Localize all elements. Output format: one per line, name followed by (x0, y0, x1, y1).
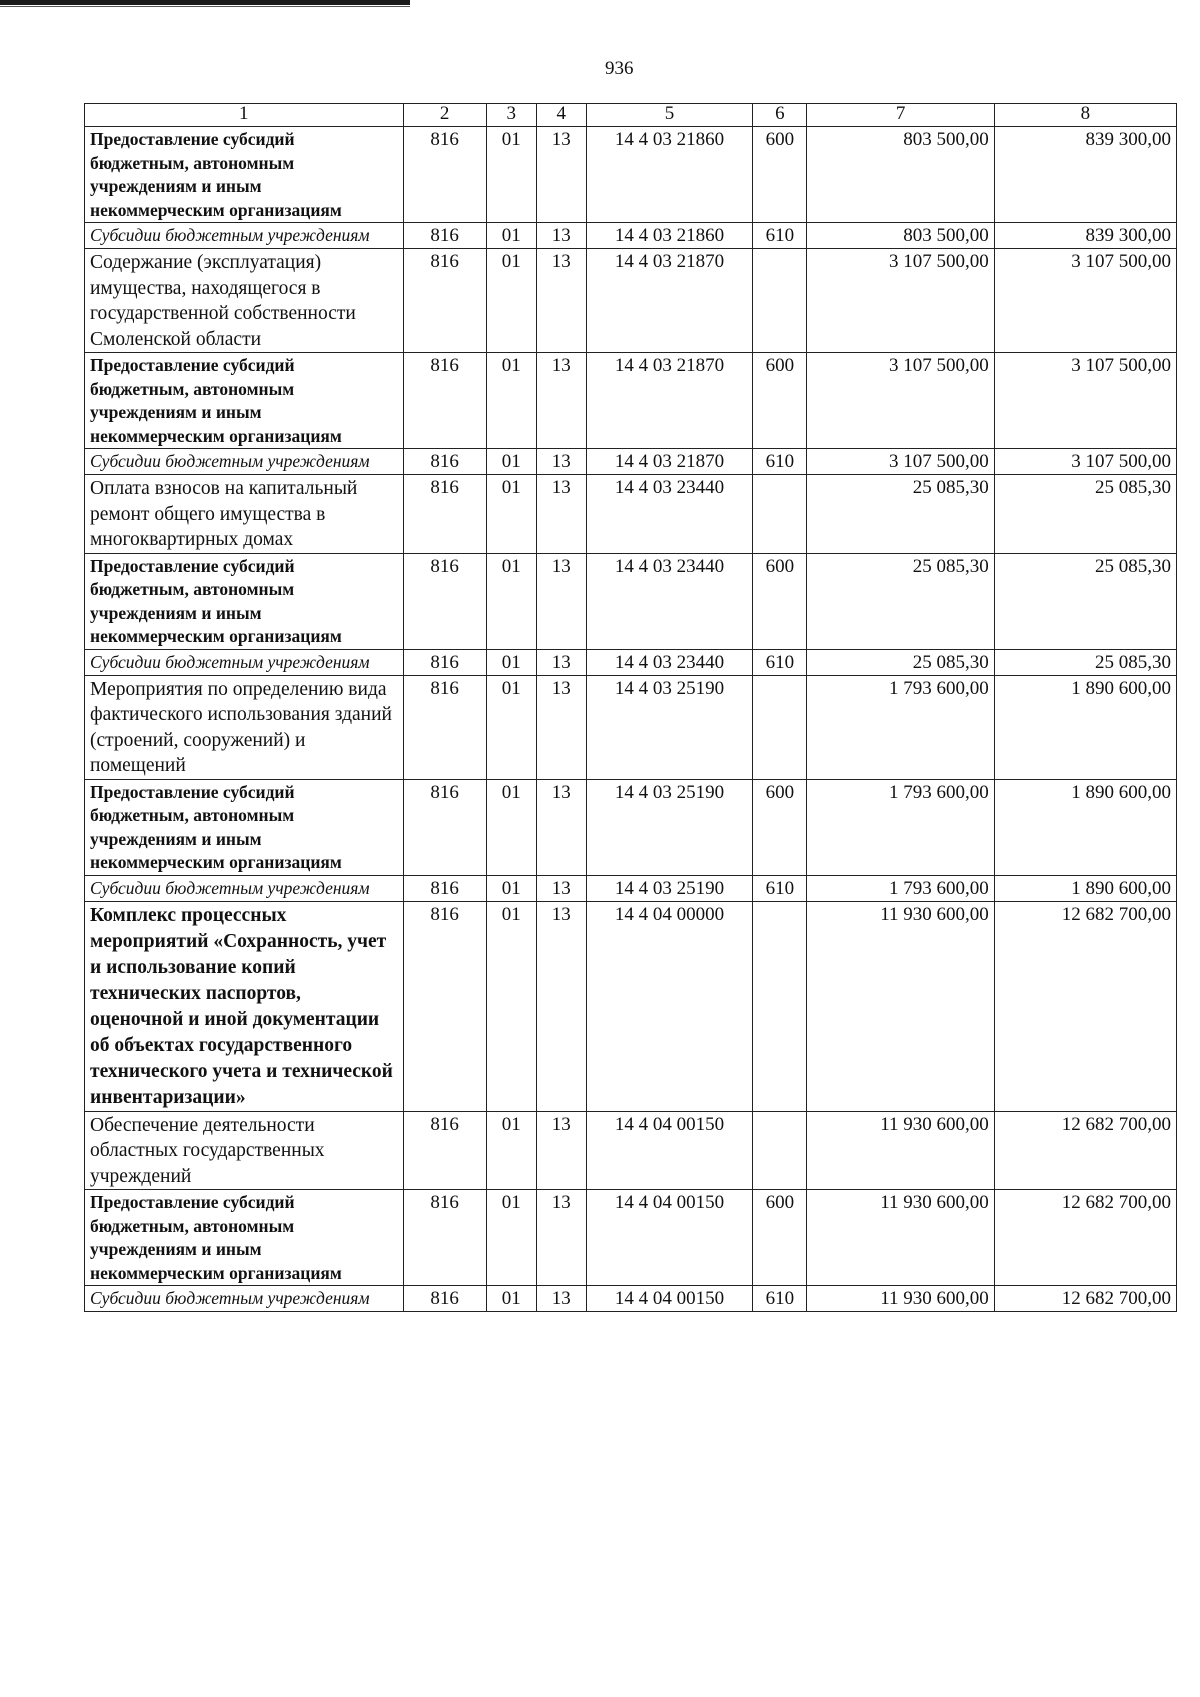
cell-subsection: 13 (536, 779, 586, 875)
cell-target-article: 14 4 04 00150 (586, 1286, 753, 1312)
table-row (85, 223, 1177, 249)
cell-amount-year1: 3 107 500,00 (807, 249, 994, 353)
cell-expense-type: 610 (753, 1286, 807, 1312)
table-row (85, 1111, 1177, 1190)
cell-target-article: 14 4 03 23440 (586, 649, 753, 675)
cell-expense-type (753, 901, 807, 1111)
cell-section: 01 (486, 475, 536, 554)
scan-edge-mark-thin (0, 6, 410, 7)
column-header: 8 (994, 104, 1176, 127)
cell-section: 01 (486, 553, 536, 649)
cell-target-article: 14 4 03 25190 (586, 675, 753, 779)
table-row (85, 1286, 1177, 1312)
cell-target-article: 14 4 03 21860 (586, 127, 753, 223)
budget-table (84, 103, 1177, 1312)
table-row (85, 649, 1177, 675)
row-name: Предоставление субсидий бюджетным, автономным учреждениям и иным некоммерческим организациям (85, 353, 404, 449)
cell-amount-year1: 25 085,30 (807, 553, 994, 649)
cell-expense-type: 610 (753, 875, 807, 901)
column-header: 3 (486, 104, 536, 127)
cell-amount-year1: 11 930 600,00 (807, 1286, 994, 1312)
row-name: Субсидии бюджетным учреждениям (85, 1286, 404, 1312)
cell-subsection: 13 (536, 223, 586, 249)
cell-section: 01 (486, 223, 536, 249)
cell-subsection: 13 (536, 875, 586, 901)
table-body (85, 127, 1177, 1312)
cell-subsection: 13 (536, 649, 586, 675)
cell-amount-year2: 3 107 500,00 (994, 353, 1176, 449)
cell-amount-year1: 11 930 600,00 (807, 1190, 994, 1286)
row-name: Субсидии бюджетным учреждениям (85, 649, 404, 675)
cell-expense-type (753, 249, 807, 353)
cell-amount-year1: 3 107 500,00 (807, 449, 994, 475)
cell-section: 01 (486, 127, 536, 223)
row-name: Предоставление субсидий бюджетным, автономным учреждениям и иным некоммерческим организациям (85, 779, 404, 875)
cell-expense-type: 610 (753, 223, 807, 249)
cell-amount-year1: 11 930 600,00 (807, 1111, 994, 1190)
cell-expense-type: 600 (753, 353, 807, 449)
row-name: Комплекс процессных мероприятий «Сохранность, учет и использование копий технических паспортов, оценочной и иной документации об объектах государственного технического учета и технической инвентаризации» (85, 901, 404, 1111)
cell-amount-year2: 3 107 500,00 (994, 249, 1176, 353)
cell-ministry-code: 816 (403, 553, 486, 649)
cell-subsection: 13 (536, 1190, 586, 1286)
cell-expense-type: 600 (753, 1190, 807, 1286)
cell-subsection: 13 (536, 901, 586, 1111)
cell-expense-type: 600 (753, 127, 807, 223)
cell-target-article: 14 4 03 25190 (586, 779, 753, 875)
row-name: Оплата взносов на капитальный ремонт общего имущества в многоквартирных домах (85, 475, 404, 554)
cell-ministry-code: 816 (403, 1190, 486, 1286)
cell-target-article: 14 4 04 00150 (586, 1190, 753, 1286)
cell-amount-year1: 1 793 600,00 (807, 779, 994, 875)
cell-section: 01 (486, 1111, 536, 1190)
cell-section: 01 (486, 1286, 536, 1312)
cell-amount-year1: 803 500,00 (807, 223, 994, 249)
cell-expense-type: 600 (753, 779, 807, 875)
cell-target-article: 14 4 03 23440 (586, 553, 753, 649)
column-header: 1 (85, 104, 404, 127)
cell-expense-type (753, 1111, 807, 1190)
cell-target-article: 14 4 03 21870 (586, 353, 753, 449)
cell-section: 01 (486, 249, 536, 353)
table-row (85, 779, 1177, 875)
row-name: Субсидии бюджетным учреждениям (85, 449, 404, 475)
cell-subsection: 13 (536, 127, 586, 223)
table-row (85, 1190, 1177, 1286)
cell-expense-type (753, 675, 807, 779)
cell-target-article: 14 4 03 21860 (586, 223, 753, 249)
cell-target-article: 14 4 03 25190 (586, 875, 753, 901)
cell-amount-year2: 839 300,00 (994, 223, 1176, 249)
table-row (85, 875, 1177, 901)
cell-ministry-code: 816 (403, 1286, 486, 1312)
cell-amount-year1: 1 793 600,00 (807, 675, 994, 779)
table-row (85, 475, 1177, 554)
table-row (85, 675, 1177, 779)
cell-section: 01 (486, 353, 536, 449)
column-header: 2 (403, 104, 486, 127)
table-row (85, 901, 1177, 1111)
cell-amount-year2: 3 107 500,00 (994, 449, 1176, 475)
cell-ministry-code: 816 (403, 649, 486, 675)
cell-expense-type: 610 (753, 649, 807, 675)
cell-amount-year2: 25 085,30 (994, 649, 1176, 675)
cell-ministry-code: 816 (403, 223, 486, 249)
cell-ministry-code: 816 (403, 249, 486, 353)
cell-subsection: 13 (536, 553, 586, 649)
cell-amount-year1: 803 500,00 (807, 127, 994, 223)
row-name: Предоставление субсидий бюджетным, автономным учреждениям и иным некоммерческим организациям (85, 1190, 404, 1286)
cell-amount-year2: 25 085,30 (994, 475, 1176, 554)
cell-subsection: 13 (536, 353, 586, 449)
cell-expense-type (753, 475, 807, 554)
cell-subsection: 13 (536, 449, 586, 475)
cell-subsection: 13 (536, 1111, 586, 1190)
cell-amount-year2: 1 890 600,00 (994, 875, 1176, 901)
cell-target-article: 14 4 04 00000 (586, 901, 753, 1111)
cell-ministry-code: 816 (403, 875, 486, 901)
cell-amount-year1: 3 107 500,00 (807, 353, 994, 449)
cell-amount-year2: 25 085,30 (994, 553, 1176, 649)
cell-amount-year2: 1 890 600,00 (994, 779, 1176, 875)
table-row (85, 353, 1177, 449)
row-name: Субсидии бюджетным учреждениям (85, 875, 404, 901)
table-row (85, 553, 1177, 649)
cell-amount-year1: 25 085,30 (807, 475, 994, 554)
cell-amount-year1: 11 930 600,00 (807, 901, 994, 1111)
cell-section: 01 (486, 779, 536, 875)
table-row (85, 249, 1177, 353)
cell-ministry-code: 816 (403, 1111, 486, 1190)
row-name: Обеспечение деятельности областных государственных учреждений (85, 1111, 404, 1190)
cell-target-article: 14 4 03 21870 (586, 249, 753, 353)
table-row (85, 127, 1177, 223)
cell-expense-type: 600 (753, 553, 807, 649)
page-number: 936 (605, 58, 634, 79)
cell-section: 01 (486, 901, 536, 1111)
cell-amount-year1: 25 085,30 (807, 649, 994, 675)
cell-ministry-code: 816 (403, 127, 486, 223)
cell-subsection: 13 (536, 475, 586, 554)
cell-section: 01 (486, 449, 536, 475)
cell-target-article: 14 4 03 21870 (586, 449, 753, 475)
table-row (85, 449, 1177, 475)
cell-amount-year2: 12 682 700,00 (994, 1190, 1176, 1286)
cell-amount-year2: 839 300,00 (994, 127, 1176, 223)
row-name: Содержание (эксплуатация) имущества, находящегося в государственной собственности Смоленской области (85, 249, 404, 353)
row-name: Мероприятия по определению вида фактического использования зданий (строений, сооружений) и помещений (85, 675, 404, 779)
row-name: Предоставление субсидий бюджетным, автономным учреждениям и иным некоммерческим организациям (85, 127, 404, 223)
column-header: 7 (807, 104, 994, 127)
cell-ministry-code: 816 (403, 475, 486, 554)
cell-section: 01 (486, 649, 536, 675)
cell-target-article: 14 4 04 00150 (586, 1111, 753, 1190)
column-header: 6 (753, 104, 807, 127)
table-header-row (85, 104, 1177, 127)
cell-ministry-code: 816 (403, 675, 486, 779)
cell-target-article: 14 4 03 23440 (586, 475, 753, 554)
cell-ministry-code: 816 (403, 779, 486, 875)
cell-amount-year1: 1 793 600,00 (807, 875, 994, 901)
cell-subsection: 13 (536, 1286, 586, 1312)
cell-ministry-code: 816 (403, 901, 486, 1111)
cell-expense-type: 610 (753, 449, 807, 475)
cell-section: 01 (486, 675, 536, 779)
cell-amount-year2: 12 682 700,00 (994, 1111, 1176, 1190)
cell-amount-year2: 12 682 700,00 (994, 901, 1176, 1111)
column-header: 4 (536, 104, 586, 127)
column-header: 5 (586, 104, 753, 127)
cell-section: 01 (486, 875, 536, 901)
cell-ministry-code: 816 (403, 449, 486, 475)
row-name: Предоставление субсидий бюджетным, автономным учреждениям и иным некоммерческим организациям (85, 553, 404, 649)
cell-subsection: 13 (536, 675, 586, 779)
cell-section: 01 (486, 1190, 536, 1286)
cell-subsection: 13 (536, 249, 586, 353)
cell-amount-year2: 1 890 600,00 (994, 675, 1176, 779)
scan-edge-mark (0, 0, 410, 5)
row-name: Субсидии бюджетным учреждениям (85, 223, 404, 249)
cell-ministry-code: 816 (403, 353, 486, 449)
cell-amount-year2: 12 682 700,00 (994, 1286, 1176, 1312)
